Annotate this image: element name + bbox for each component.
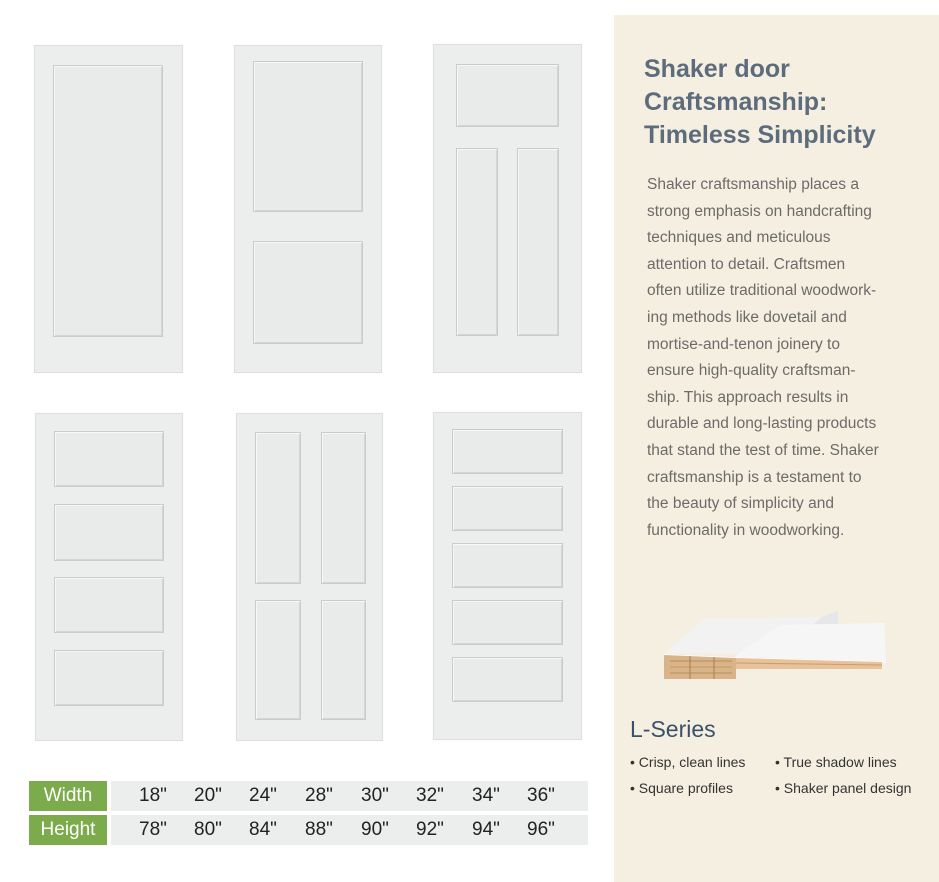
height-value: 84" xyxy=(249,819,277,840)
height-value: 94" xyxy=(472,819,500,840)
body-line: strong emphasis on handcrafting xyxy=(647,202,872,220)
door-panel xyxy=(452,429,563,474)
body-line: that stand the test of time. Shaker xyxy=(647,441,879,459)
feature-item: • Shaker panel design xyxy=(775,780,912,796)
body-line: ing methods like dovetail and xyxy=(647,308,847,326)
body-line: craftsmanship is a testament to xyxy=(647,468,862,486)
width-value: 32" xyxy=(416,785,444,806)
height-value: 90" xyxy=(361,819,389,840)
width-value: 36" xyxy=(527,785,555,806)
body-line: functionality in woodworking. xyxy=(647,521,845,539)
width-value: 30" xyxy=(361,785,389,806)
width-value: 28" xyxy=(305,785,333,806)
height-value: 88" xyxy=(305,819,333,840)
door-panel xyxy=(456,64,559,127)
series-title: L-Series xyxy=(630,716,716,742)
door-panel xyxy=(53,65,163,337)
door-panel xyxy=(253,61,363,212)
height-value: 78" xyxy=(139,819,167,840)
door-panel xyxy=(452,657,563,702)
height-value: 96" xyxy=(527,819,555,840)
door-panel xyxy=(255,600,301,720)
door-panel xyxy=(321,600,366,720)
width-values xyxy=(111,781,588,811)
body-line: Shaker craftsmanship places a xyxy=(647,176,859,193)
door-panel xyxy=(456,148,498,336)
body-line: often utilize traditional woodwork- xyxy=(647,282,877,300)
height-value: 80" xyxy=(194,819,222,840)
title-line: Shaker door xyxy=(644,55,790,83)
body-line: durable and long-lasting products xyxy=(647,415,877,433)
door-1-panel xyxy=(34,45,183,373)
body-line: the beauty of simplicity and xyxy=(647,495,834,513)
door-4-panel-vertical xyxy=(236,413,383,741)
feature-item: • Square profiles xyxy=(630,780,733,796)
door-5-panel xyxy=(433,412,582,740)
info-sidebar xyxy=(614,15,939,882)
door-panel xyxy=(452,543,563,588)
door-panel xyxy=(54,650,164,706)
door-panel xyxy=(452,600,563,645)
width-value: 20" xyxy=(194,785,222,806)
body-line: techniques and meticulous xyxy=(647,229,831,247)
door-profile-image xyxy=(662,605,888,687)
body-line: ship. This approach results in xyxy=(647,388,849,406)
door-panel xyxy=(253,241,363,344)
door-panel xyxy=(321,432,366,584)
height-value: 92" xyxy=(416,819,444,840)
feature-item: • True shadow lines xyxy=(775,754,897,770)
width-value: 18" xyxy=(139,785,167,806)
title-line: Timeless Simplicity xyxy=(644,121,876,149)
feature-item: • Crisp, clean lines xyxy=(630,754,746,770)
width-label: Width xyxy=(29,781,107,811)
width-row xyxy=(29,781,588,811)
sidebar-title xyxy=(644,53,934,152)
door-4-panel-horizontal xyxy=(35,413,183,741)
width-value: 24" xyxy=(249,785,277,806)
door-panel xyxy=(517,148,559,336)
door-2-panel xyxy=(234,45,382,373)
height-label: Height xyxy=(29,815,107,845)
door-panel xyxy=(255,432,301,584)
body-line: attention to detail. Craftsmen xyxy=(647,255,846,273)
title-line: Craftsmanship: xyxy=(644,88,828,116)
door-panel xyxy=(54,431,164,487)
door-panel xyxy=(54,577,164,633)
body-line: ensure high-quality craftsman- xyxy=(647,362,856,380)
body-line: mortise-and-tenon joinery to xyxy=(647,335,840,353)
door-panel xyxy=(54,504,164,561)
door-3-panel xyxy=(433,44,582,373)
door-panel xyxy=(452,486,563,531)
sidebar-body-text xyxy=(647,172,937,544)
height-row xyxy=(29,815,588,845)
height-values xyxy=(111,815,588,845)
width-value: 34" xyxy=(472,785,500,806)
